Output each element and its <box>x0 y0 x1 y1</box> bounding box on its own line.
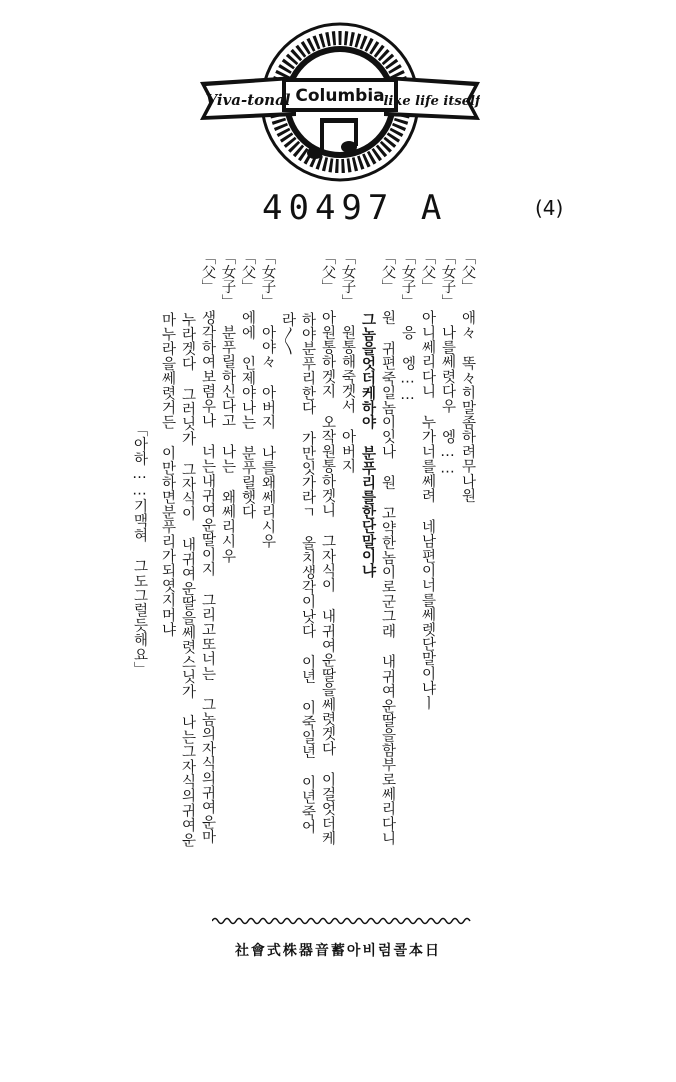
logo-emblem <box>200 20 480 190</box>
lyric-column: 라〳〵 <box>279 312 296 356</box>
lyric-column: 「父」 아원통하겟지 오작원통하겟니 그자식이 내귀여운딸을쎄렷겟다 이걸엇더케 <box>319 250 336 846</box>
lyric-column: 마누라을쎄렷거든 이만하면분푸리가되엿지머냐 <box>159 312 176 637</box>
page-number: (4) <box>535 196 564 220</box>
lyric-column: 하야분푸리한다 가만잇가라ㄱ 올치생각이낫다 이년 이죽일년 이년죽어 <box>299 312 316 834</box>
lyric-column: 「父」 애々 똑々히말좀하려무나원 <box>459 250 476 503</box>
lyric-column: 「父」 아니쎄리다니 누가너를쎄려 네남편이너를쎄렛단말이냐ㅣ <box>419 250 436 711</box>
columbia-logo <box>200 20 480 190</box>
lyric-column: 「女子」 응 엥…… <box>399 250 416 403</box>
catalog-number: 40497 A <box>262 188 448 228</box>
lyric-column: 「女子」 아야々 아버지 나를왜쎄리시우 <box>259 250 276 549</box>
lyric-column: 「父」 원 귀편죽일놈이잇나 원 고약한놈이로군그래 내귀여운딸을함부로쎄리다니 <box>379 250 396 846</box>
logo-left-text: Viva-tonal <box>205 91 291 109</box>
lyric-column: 「女子」 원통해죽겟서 아버지 <box>339 250 356 474</box>
publisher-name: 社會式株器音蓄아비럼콜本日 <box>234 943 442 959</box>
wavy-divider <box>212 916 474 926</box>
lyrics-body <box>120 250 480 910</box>
lyric-column: 누라겟다 그러닛가 그자식이 내귀여운딸을쎄렷스닛가 나는그자식의귀여운 <box>179 312 196 848</box>
logo-right-text: like life itself <box>383 94 480 109</box>
logo-center-text: Columbia <box>295 86 385 106</box>
lyric-column: 「父」 에에 인제야나는 분푸릴햇다 <box>239 250 256 520</box>
lyric-column: 「女子」 분푸릴하신다고 나는 왜쎄리시우 <box>219 250 236 564</box>
lyric-column: 「아하……기맥혀 그도그럴듯해요」 <box>131 422 148 677</box>
lyric-column: 그놈을엇더케하야 분푸리를한단말이냐 <box>359 312 376 579</box>
lyric-column: 「女子」 나를쎄렷다우 엥…… <box>439 250 456 477</box>
lyric-column: 「父」 생각하여보렴우나 너는내귀여운딸이지 그리고또너는 그놈의자식의귀여운마 <box>199 250 216 844</box>
